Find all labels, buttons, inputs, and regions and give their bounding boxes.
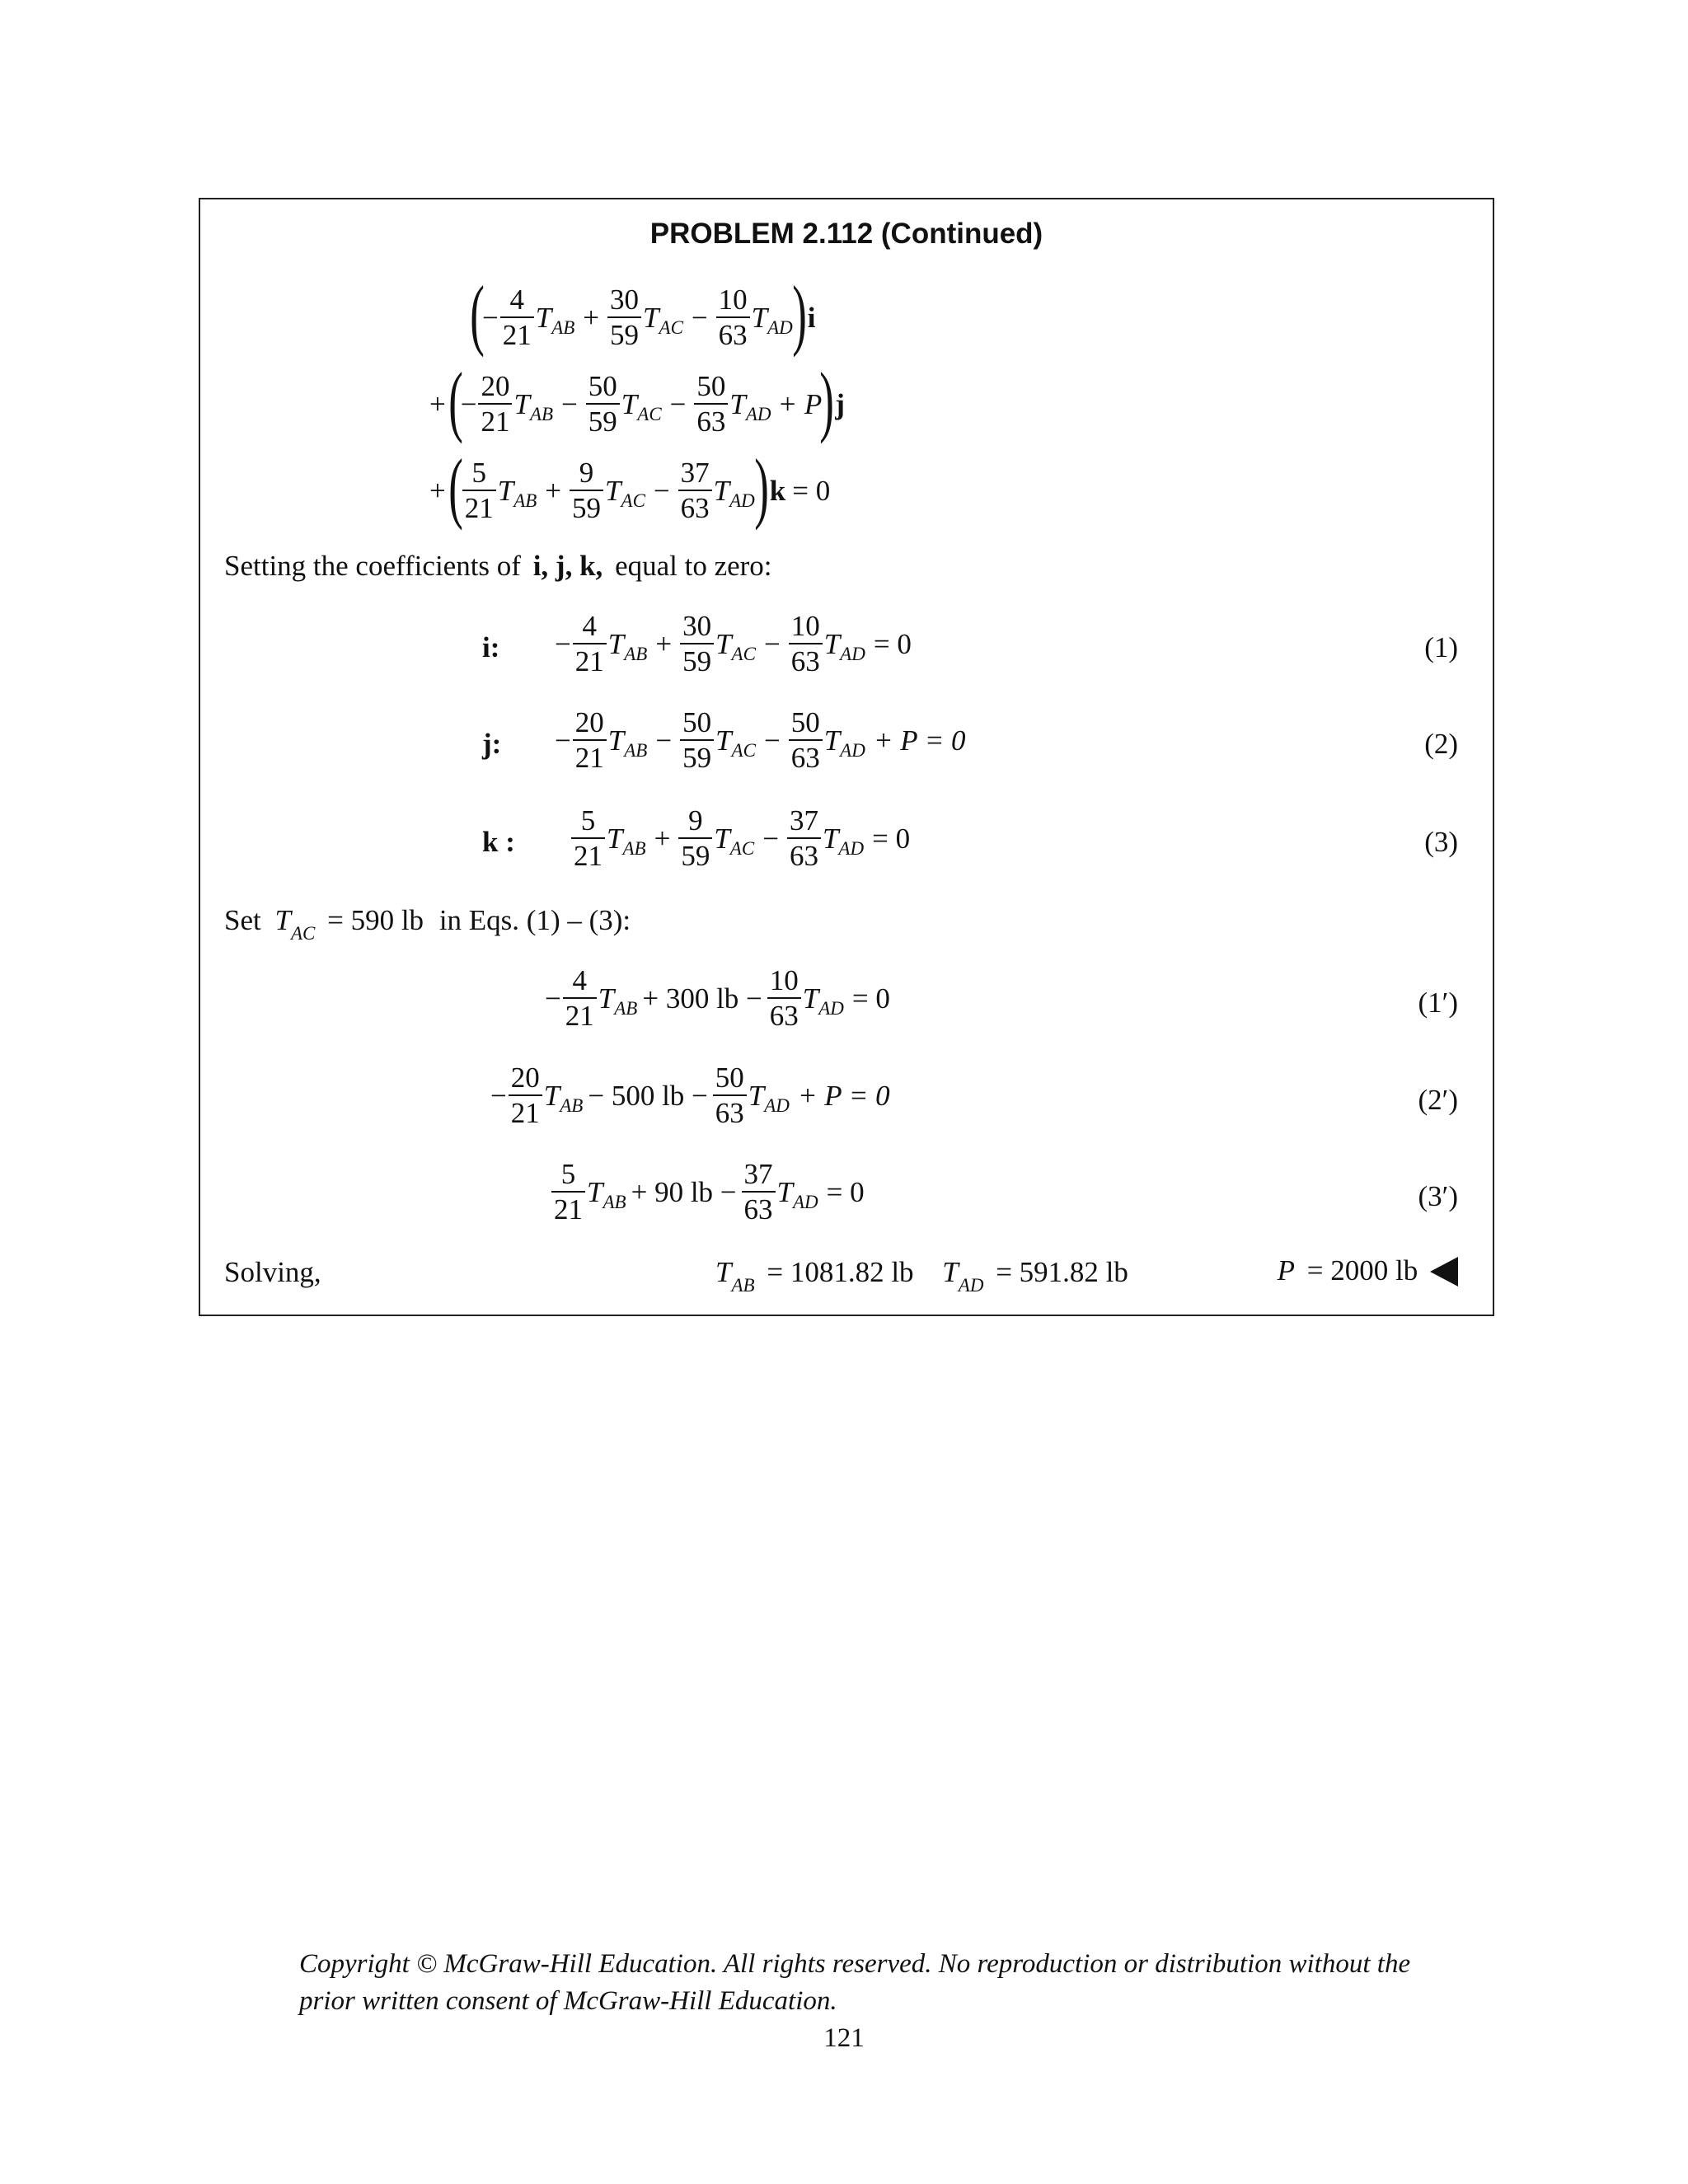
equation-3: $\frac{5}{21}$ T AB + $\frac{9}{59}$ T AC − $\frac{37}{63}$ T AD = 0 <box>570 806 910 870</box>
equation-1: − $\frac{4}{21}$ T AB + $\frac{30}{59}$ T AC − $\frac{10}{63}$ T AD = 0 <box>555 610 912 677</box>
equation-2: − $\frac{20}{21}$ T AB − $\frac{50}{59}$ T AC − $\frac{50}{63}$ T AD + P = 0 <box>555 706 966 774</box>
equation-3-prime: $\frac{5}{21}$ T AB + 90 lb − $\frac{37}{63}$ T AD = 0 <box>550 1160 865 1224</box>
equation-number-3: (3) <box>1424 826 1458 858</box>
unit-vector-j: j <box>835 387 845 420</box>
fraction: $\frac{50}{63}$ <box>789 708 823 772</box>
fraction: $\frac{9}{59}$ <box>678 806 712 870</box>
solution-tensions: $T_{AB} = 1081.82$ lb $T_{AD} = 591.82$ lb <box>715 1256 1128 1296</box>
fraction: $\frac{30}{59}$ <box>680 612 714 676</box>
problem-title: PROBLEM 2.112 (Continued) <box>649 218 1043 250</box>
fraction: $\frac{50}{63}$ <box>713 1063 747 1127</box>
fraction: $\frac{10}{63}$ <box>767 966 801 1030</box>
equation-number-2-prime: (2′) <box>1418 1084 1458 1116</box>
fraction: $\frac{4}{21}$ <box>573 612 607 676</box>
fraction: $\frac{50}{59}$ <box>586 372 620 436</box>
final-answer: P = 2000 lb <box>1278 1254 1458 1288</box>
eq-label-j: j: <box>482 728 502 760</box>
fraction: $\frac{50}{63}$ <box>694 372 728 436</box>
eq-label-i: i: <box>482 631 500 663</box>
fraction: $\frac{4}{21}$ <box>563 966 597 1030</box>
fraction: $\frac{9}{59}$ <box>570 458 603 523</box>
set-tac-text: Set $T_{AC} = 590$ lb in Eqs. (1) – (3): <box>224 904 631 944</box>
equation-1-prime: − $\frac{4}{21}$ T AB + 300 lb − $\frac{10}{63}$ T AD = 0 <box>545 964 890 1032</box>
fraction: $\frac{5}{21}$ <box>571 806 605 870</box>
unit-vector-i: i <box>807 301 816 334</box>
fraction: $\frac{37}{63}$ <box>787 806 821 870</box>
setting-coefficients-text: Setting the coefficients of i, j, k, equal to zero: <box>224 550 772 582</box>
equation-2-prime: − $\frac{20}{21}$ T AB − 500 lb − $\frac{50}{63}$ T AD + P = 0 <box>490 1062 890 1129</box>
fraction: $\frac{20}{21}$ <box>478 372 512 436</box>
unit-vector-k: k <box>769 474 786 507</box>
solving-label: Solving, <box>224 1256 321 1288</box>
fraction: $\frac{50}{59}$ <box>680 708 714 772</box>
vector-eq-row-2: + ( − $\frac{20}{21}$ T AB − $\frac{50}{59}$ T AC − $\frac{50}{63}$ T AD + P ) j <box>429 356 845 444</box>
fraction: $\frac{4}{21}$ <box>500 285 534 349</box>
fraction: $\frac{10}{63}$ <box>716 285 750 349</box>
fraction: $\frac{5}{21}$ <box>551 1160 585 1224</box>
solution-box <box>199 198 1494 1316</box>
fraction: $\frac{10}{63}$ <box>789 612 823 676</box>
equation-number-1-prime: (1′) <box>1418 987 1458 1019</box>
fraction: $\frac{20}{21}$ <box>573 708 607 772</box>
fraction: $\frac{5}{21}$ <box>462 458 496 523</box>
fraction: $\frac{30}{59}$ <box>607 285 641 349</box>
answer-arrow-icon <box>1430 1257 1458 1286</box>
equation-number-3-prime: (3′) <box>1418 1180 1458 1212</box>
page-number: 121 <box>823 2023 865 2053</box>
equation-number-1: (1) <box>1424 631 1458 663</box>
fraction: $\frac{37}{63}$ <box>678 458 712 523</box>
fraction: $\frac{20}{21}$ <box>509 1063 542 1127</box>
eq-label-k: k : <box>482 826 515 858</box>
copyright-notice: Copyright © McGraw-Hill Education. All rights reserved. No reproduction or distribution without the prior written consent of McGraw-Hill Education. <box>299 1949 1411 2016</box>
vector-eq-row-1: ( − $\frac{4}{21}$ T AB + $\frac{30}{59}$ T AC − $\frac{10}{63}$ T AD ) i <box>470 269 816 358</box>
fraction: $\frac{37}{63}$ <box>742 1160 776 1224</box>
equation-number-2: (2) <box>1424 728 1458 760</box>
vector-eq-row-3: + ( $\frac{5}{21}$ T AB + $\frac{9}{59}$ T AC − $\frac{37}{63}$ T AD ) k = 0 <box>429 443 831 531</box>
